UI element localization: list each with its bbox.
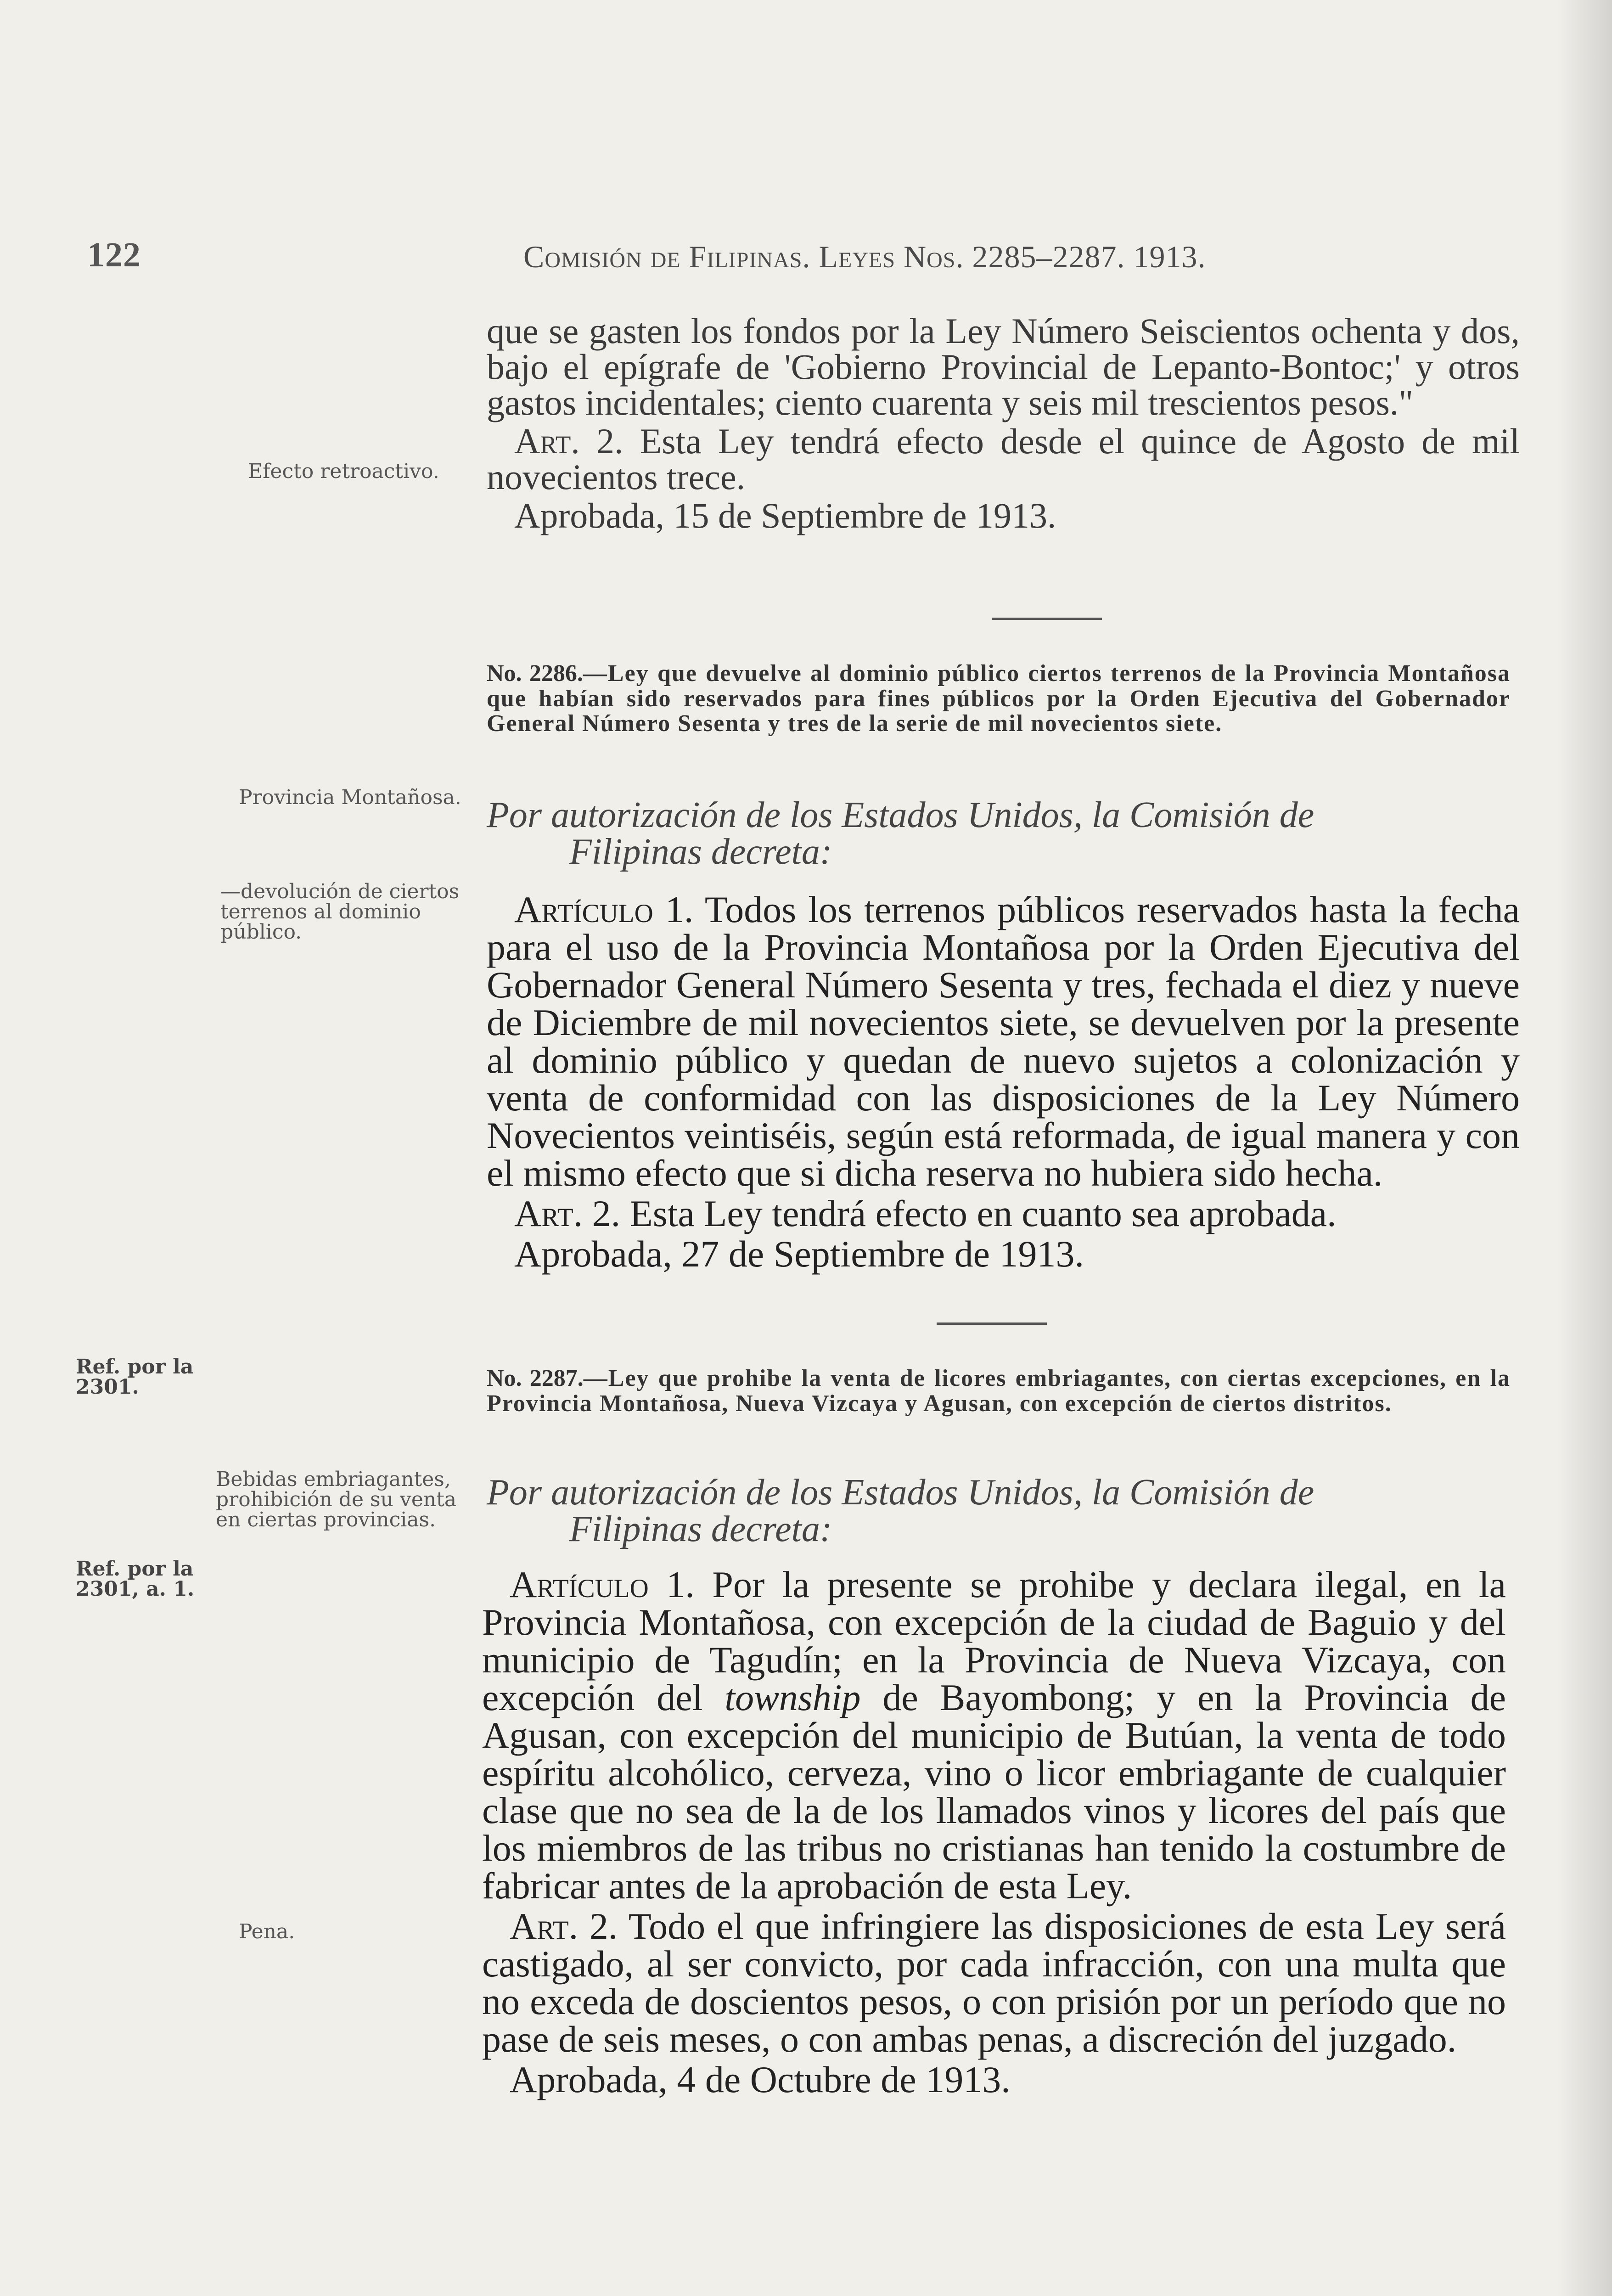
act-title-text: —Ley que devuelve al dominio público ciertos terrenos de la Provincia Montañosa que habían sido reservados para fines públicos por la Orden Ejecutiva del Gobernador General Número Sesenta y tres de la serie de mil novecientos siete. — [487, 660, 1511, 737]
act-2287-enacting-clause — [487, 1474, 1511, 1548]
approval-date: Aprobada, 27 de Septiembre de 1913. — [514, 1233, 1084, 1275]
margin-note-ref-2301: Ref. por la 2301. — [76, 1355, 194, 1399]
page-header — [69, 235, 1515, 276]
article-1-paragraph — [482, 1566, 1506, 1905]
article-text: Por la presente se prohibe y declara ilegal, en la Provincia Montañosa, con excepción de la ciudad de Baguio y del municipio de Tagudín; en la Provincia de Nueva Vizcaya, con excepción del — [482, 1564, 1506, 1718]
margin-note-pena: Pena. — [239, 1920, 295, 1943]
act-2287-body — [482, 1566, 1506, 2101]
article-text: de Bayombong; y en la Provincia de Agusan, con excepción del municipio de Butúan, la venta de todo espíritu alcohólico, cerveza, vino o licor embriagante de cualquier clase que no sea de la de los llamados vinos y licores del país que los miembros de las tribus no cristianas han tenido la costumbre de fabricar antes de la aprobación de esta Ley. — [482, 1677, 1506, 1907]
article-label: Art. 2. — [514, 1193, 621, 1234]
continuation-paragraph: que se gasten los fondos por la Ley Número Seiscientos ochenta y dos, bajo el epígrafe de 'Gobierno Provincial de Lepanto-Bontoc;' y otros gastos incidentales; ciento cuarenta y seis mil trescientos pesos." — [487, 311, 1520, 422]
article-label: Art. 2. — [510, 1905, 618, 1947]
margin-note-bebidas: Bebidas embriagantes, prohibición de su venta en ciertas provincias. — [216, 1468, 457, 1531]
margin-note-devolucion: —devolución de ciertos terrenos al dominio público. — [220, 880, 460, 944]
article-label: Artículo 1. — [514, 889, 694, 930]
enacting-line-2: Filipinas decreta: — [569, 832, 832, 872]
act-2286-body — [487, 891, 1520, 1276]
margin-note-efecto-retroactivo: Efecto retroactivo. — [248, 460, 439, 483]
article-label: Artículo 1. — [510, 1564, 695, 1605]
article-text: Esta Ley tendrá efecto en cuanto sea aprobada. — [629, 1193, 1337, 1234]
margin-note-ref-2301-a1: Ref. por la 2301, a. 1. — [76, 1557, 195, 1601]
section-divider — [992, 618, 1102, 620]
act-number: No. 2287. — [487, 1365, 584, 1391]
act-number: No. 2286. — [487, 660, 583, 687]
article-text: Esta Ley tendrá efecto desde el quince de Agosto de mil novecientos trece. — [487, 421, 1520, 497]
enacting-line-1: Por autorización de los Estados Unidos, la Comisión de — [487, 1472, 1314, 1513]
enacting-line-1: Por autorización de los Estados Unidos, la Comisión de — [487, 795, 1314, 835]
enacting-line-2: Filipinas decreta: — [569, 1509, 832, 1549]
act-title-text: —Ley que prohibe la venta de licores embriagantes, con ciertas excepciones, en la Provincia Montañosa, Nueva Vizcaya y Agusan, con excepción de ciertos distritos. — [487, 1365, 1511, 1417]
act-2287-title — [487, 1366, 1511, 1416]
article-label: Art. 2. — [514, 421, 623, 461]
approval-date: Aprobada, 4 de Octubre de 1913. — [510, 2059, 1011, 2100]
section-divider — [937, 1322, 1047, 1325]
article-text: Todo el que infringiere las disposiciones de esta Ley será castigado, al ser convicto, por cada infracción, con una multa que no exceda de doscientos pesos, o con prisión por un período que no pase de seis meses, o con ambas penas, a discreción del juzgado. — [482, 1905, 1506, 2060]
act-2286-title — [487, 661, 1511, 737]
article-italic-term: township — [725, 1677, 861, 1718]
page-edge-shadow — [1557, 0, 1612, 2296]
page-number: 122 — [87, 236, 141, 274]
article-text: Todos los terrenos públicos reservados hasta la fecha para el uso de la Provincia Montañosa por la Orden Ejecutiva del Gobernador General Número Sesenta y tres, fechada el diez y nueve de Diciembre de mil novecientos siete, se devuelven por la presente al dominio público y quedan de nuevo sujetos a colonización y venta de conformidad con las disposiciones de la Ley Número Novecientos veintiséis, según está reformada, de igual manera y con el mismo efecto que si dicha reserva no hubiera sido hecha. — [487, 889, 1520, 1194]
article-1-paragraph — [487, 891, 1520, 1192]
approval-date: Aprobada, 15 de Septiembre de 1913. — [514, 495, 1056, 535]
act-2286-enacting-clause — [487, 797, 1511, 870]
article-2-paragraph — [487, 423, 1520, 495]
act-2285-end — [487, 313, 1520, 536]
article-2-paragraph — [487, 1195, 1520, 1232]
article-2-paragraph — [482, 1905, 1506, 2060]
margin-note-provincia: Provincia Montañosa. — [239, 786, 461, 809]
running-title: Comisión de Filipinas. Leyes Nos. 2285–2287. 1913. — [523, 239, 1206, 274]
